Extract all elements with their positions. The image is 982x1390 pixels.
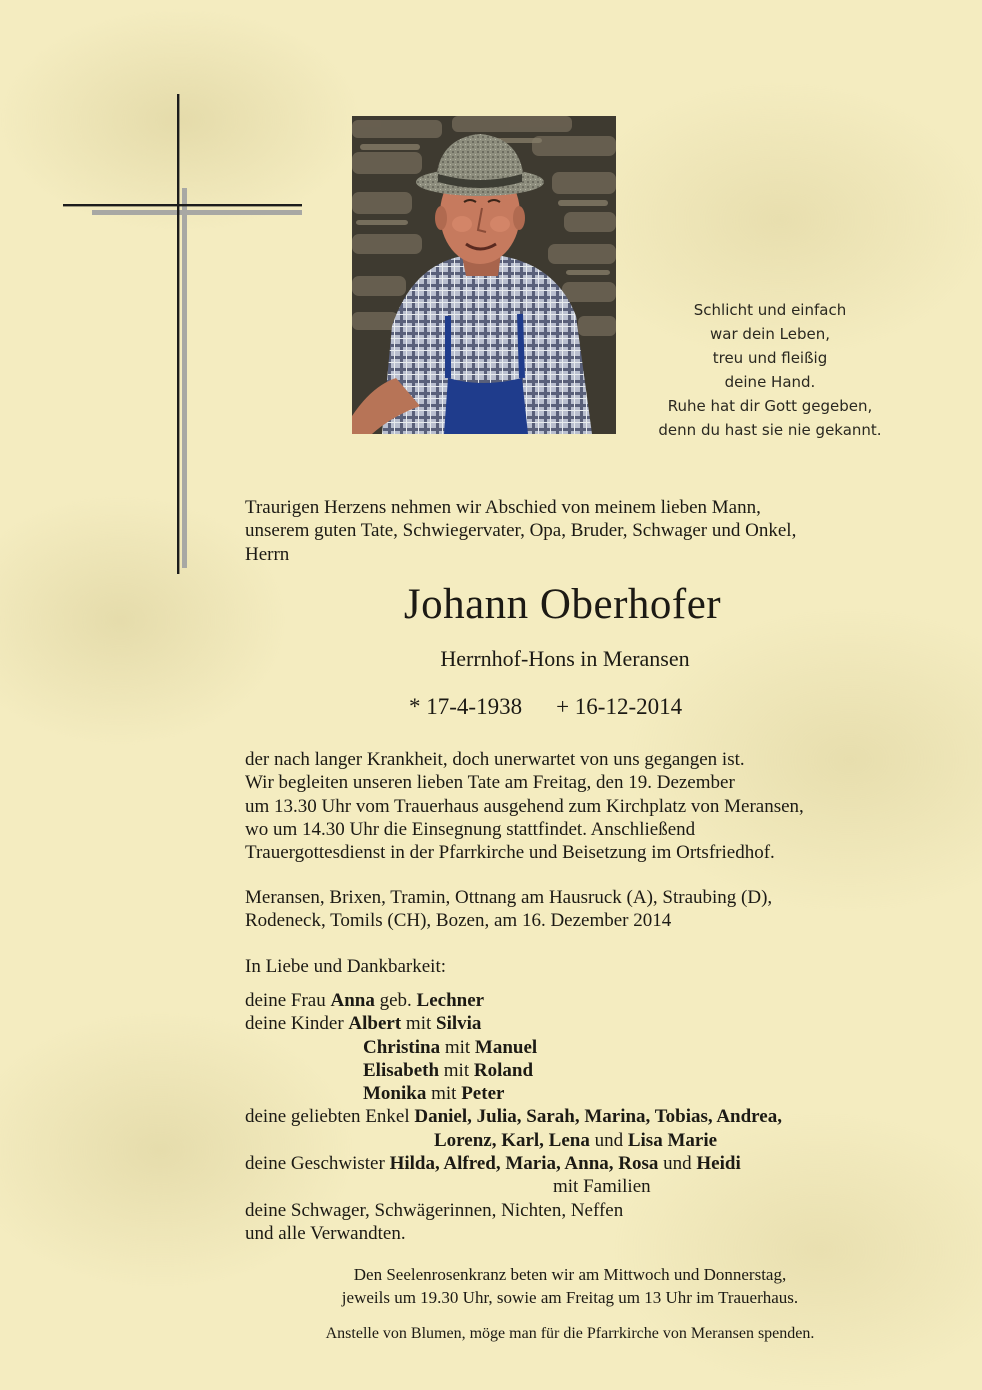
family-grandchildren-cont: Lorenz, Karl, Lena und Lisa Marie (434, 1129, 718, 1151)
announcement-line: wo um 14.30 Uhr die Einsegnung stattfindet. Anschließend (245, 818, 696, 840)
announcement-line: um 13.30 Uhr vom Trauerhaus ausgehend zum Kirchplatz von Meransen, (245, 795, 804, 817)
poem (630, 298, 910, 442)
poem-line: denn du hast sie nie gekannt. (658, 421, 882, 439)
poem-line: war dein Leben, (710, 325, 830, 343)
family-list (245, 989, 965, 1245)
announcement-line: Wir begleiten unseren lieben Tate am Freitag, den 19. Dezember (245, 772, 735, 794)
family-children: deine Kinder Albert mit Silvia (245, 1013, 482, 1035)
family-siblings-families: mit Familien (553, 1176, 651, 1198)
family-siblings: deine Geschwister Hilda, Alfred, Maria, Anna, Rosa und Heidi (245, 1153, 741, 1175)
life-dates (409, 694, 682, 720)
intro-line: unserem guten Tate, Schwiegervater, Opa, Bruder, Schwager und Onkel, (245, 520, 797, 542)
family-child: Monika mit Peter (363, 1083, 505, 1105)
donation-notice: Anstelle von Blumen, möge man für die Pfarrkirche von Meransen spenden. (325, 1325, 815, 1342)
intro-text (245, 496, 945, 566)
poem-line: deine Hand. (724, 373, 816, 391)
poem-line: Ruhe hat dir Gott gegeben, (667, 397, 873, 415)
family-relatives: und alle Verwandten. (245, 1222, 406, 1244)
announcement-text (245, 748, 965, 864)
family-inlaws: deine Schwager, Schwägerinnen, Nichten, Neffen (245, 1199, 624, 1221)
poem-line: treu und fleißig (712, 349, 828, 367)
places-line: Meransen, Brixen, Tramin, Ottnang am Hausruck (A), Straubing (D), (245, 887, 773, 908)
birth-date: * 17-4-1938 (409, 694, 523, 719)
rosary-line: Den Seelenrosenkranz beten wir am Mittwoch und Donnerstag, (353, 1265, 787, 1284)
places-line: Rodeneck, Tomils (CH), Bozen, am 16. Dezember 2014 (245, 910, 672, 932)
places-text (245, 886, 965, 933)
announcement-line: Trauergottesdienst in der Pfarrkirche und Beisetzung im Ortsfriedhof. (245, 842, 775, 864)
family-child: Christina mit Manuel (363, 1036, 538, 1058)
announcement-line: der nach langer Krankheit, doch unerwartet von uns gegangen ist. (245, 749, 745, 770)
death-date: + 16-12-2014 (556, 694, 683, 719)
farm-name: Herrnhof-Hons in Meransen (440, 646, 690, 671)
rosary-line: jeweils um 19.30 Uhr, sowie am Freitag um 13 Uhr im Trauerhaus. (341, 1287, 799, 1307)
family-wife: deine Frau Anna geb. Lechner (245, 990, 485, 1011)
deceased-name: Johann Oberhofer (403, 581, 722, 628)
family-grandchildren: deine geliebten Enkel Daniel, Julia, Sarah, Marina, Tobias, Andrea, (245, 1106, 782, 1128)
intro-line: Herrn (245, 543, 290, 565)
poem-line: Schlicht und einfach (693, 301, 847, 319)
family-child: Elisabeth mit Roland (363, 1059, 534, 1081)
dedication: In Liebe und Dankbarkeit: (245, 956, 447, 977)
intro-line: Traurigen Herzens nehmen wir Abschied von meinem lieben Mann, (245, 497, 761, 518)
rosary-notice (250, 1264, 890, 1309)
portrait-photo (352, 116, 616, 434)
